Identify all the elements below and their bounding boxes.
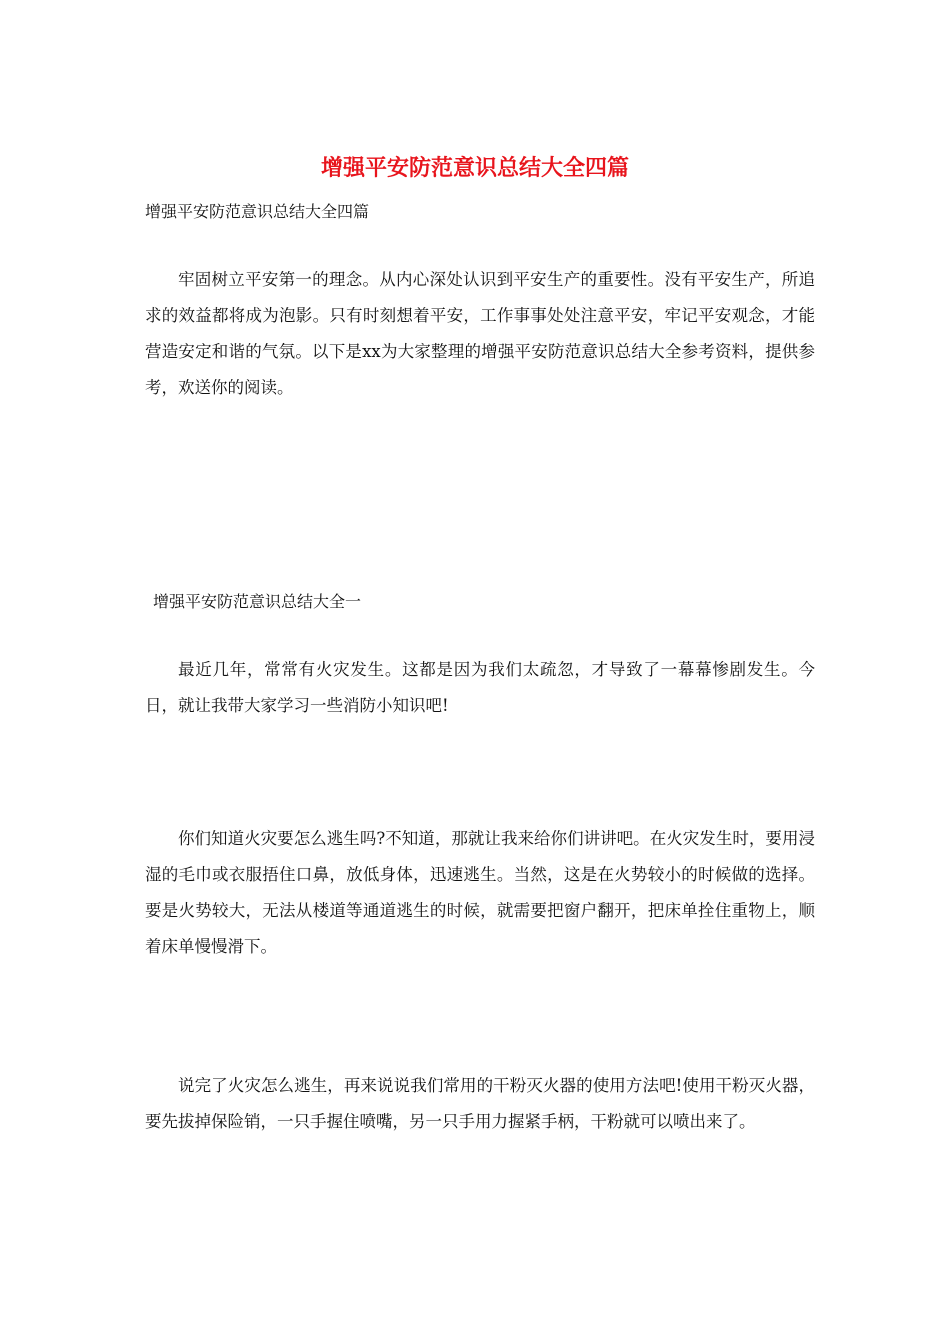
section-paragraph: 最近几年，常常有火灾发生。这都是因为我们太疏忽，才导致了一幕幕惨剧发生。今日，就让我带大家学习一些消防小知识吧! — [145, 660, 815, 715]
section-paragraph: 说完了火灾怎么逃生，再来说说我们常用的干粉灭火器的使用方法吧!使用干粉灭火器，要先拔掉保险销，一只手握住喷嘴，另一只手用力握紧手柄，干粉就可以喷出来了。 — [145, 1076, 815, 1131]
document-title: 增强平安防范意识总结大全四篇 — [320, 155, 629, 181]
section-paragraph: 你们知道火灾要怎么逃生吗?不知道，那就让我来给你们讲讲吧。在火灾发生时，要用浸湿的毛巾或衣服捂住口鼻，放低身体，迅速逃生。当然，这是在火势较小的时候做的选择。要是火势较大，无法从楼道等通道逃生的时候，就需要把窗户翻开，把床单拴住重物上，顺着床单慢慢滑下。 — [145, 829, 815, 956]
document-subtitle: 增强平安防范意识总结大全四篇 — [145, 202, 370, 221]
intro-paragraph: 牢固树立平安第一的理念。从内心深处认识到平安生产的重要性。没有平安生产，所追求的效益都将成为泡影。只有时刻想着平安，工作事事处处注意平安，牢记平安观念，才能营造安定和谐的气氛。以下是xx为大家整理的增强平安防范意识总结大全参考资料，提供参考，欢送你的阅读。 — [145, 270, 815, 397]
section-heading: 增强平安防范意识总结大全一 — [153, 592, 362, 611]
